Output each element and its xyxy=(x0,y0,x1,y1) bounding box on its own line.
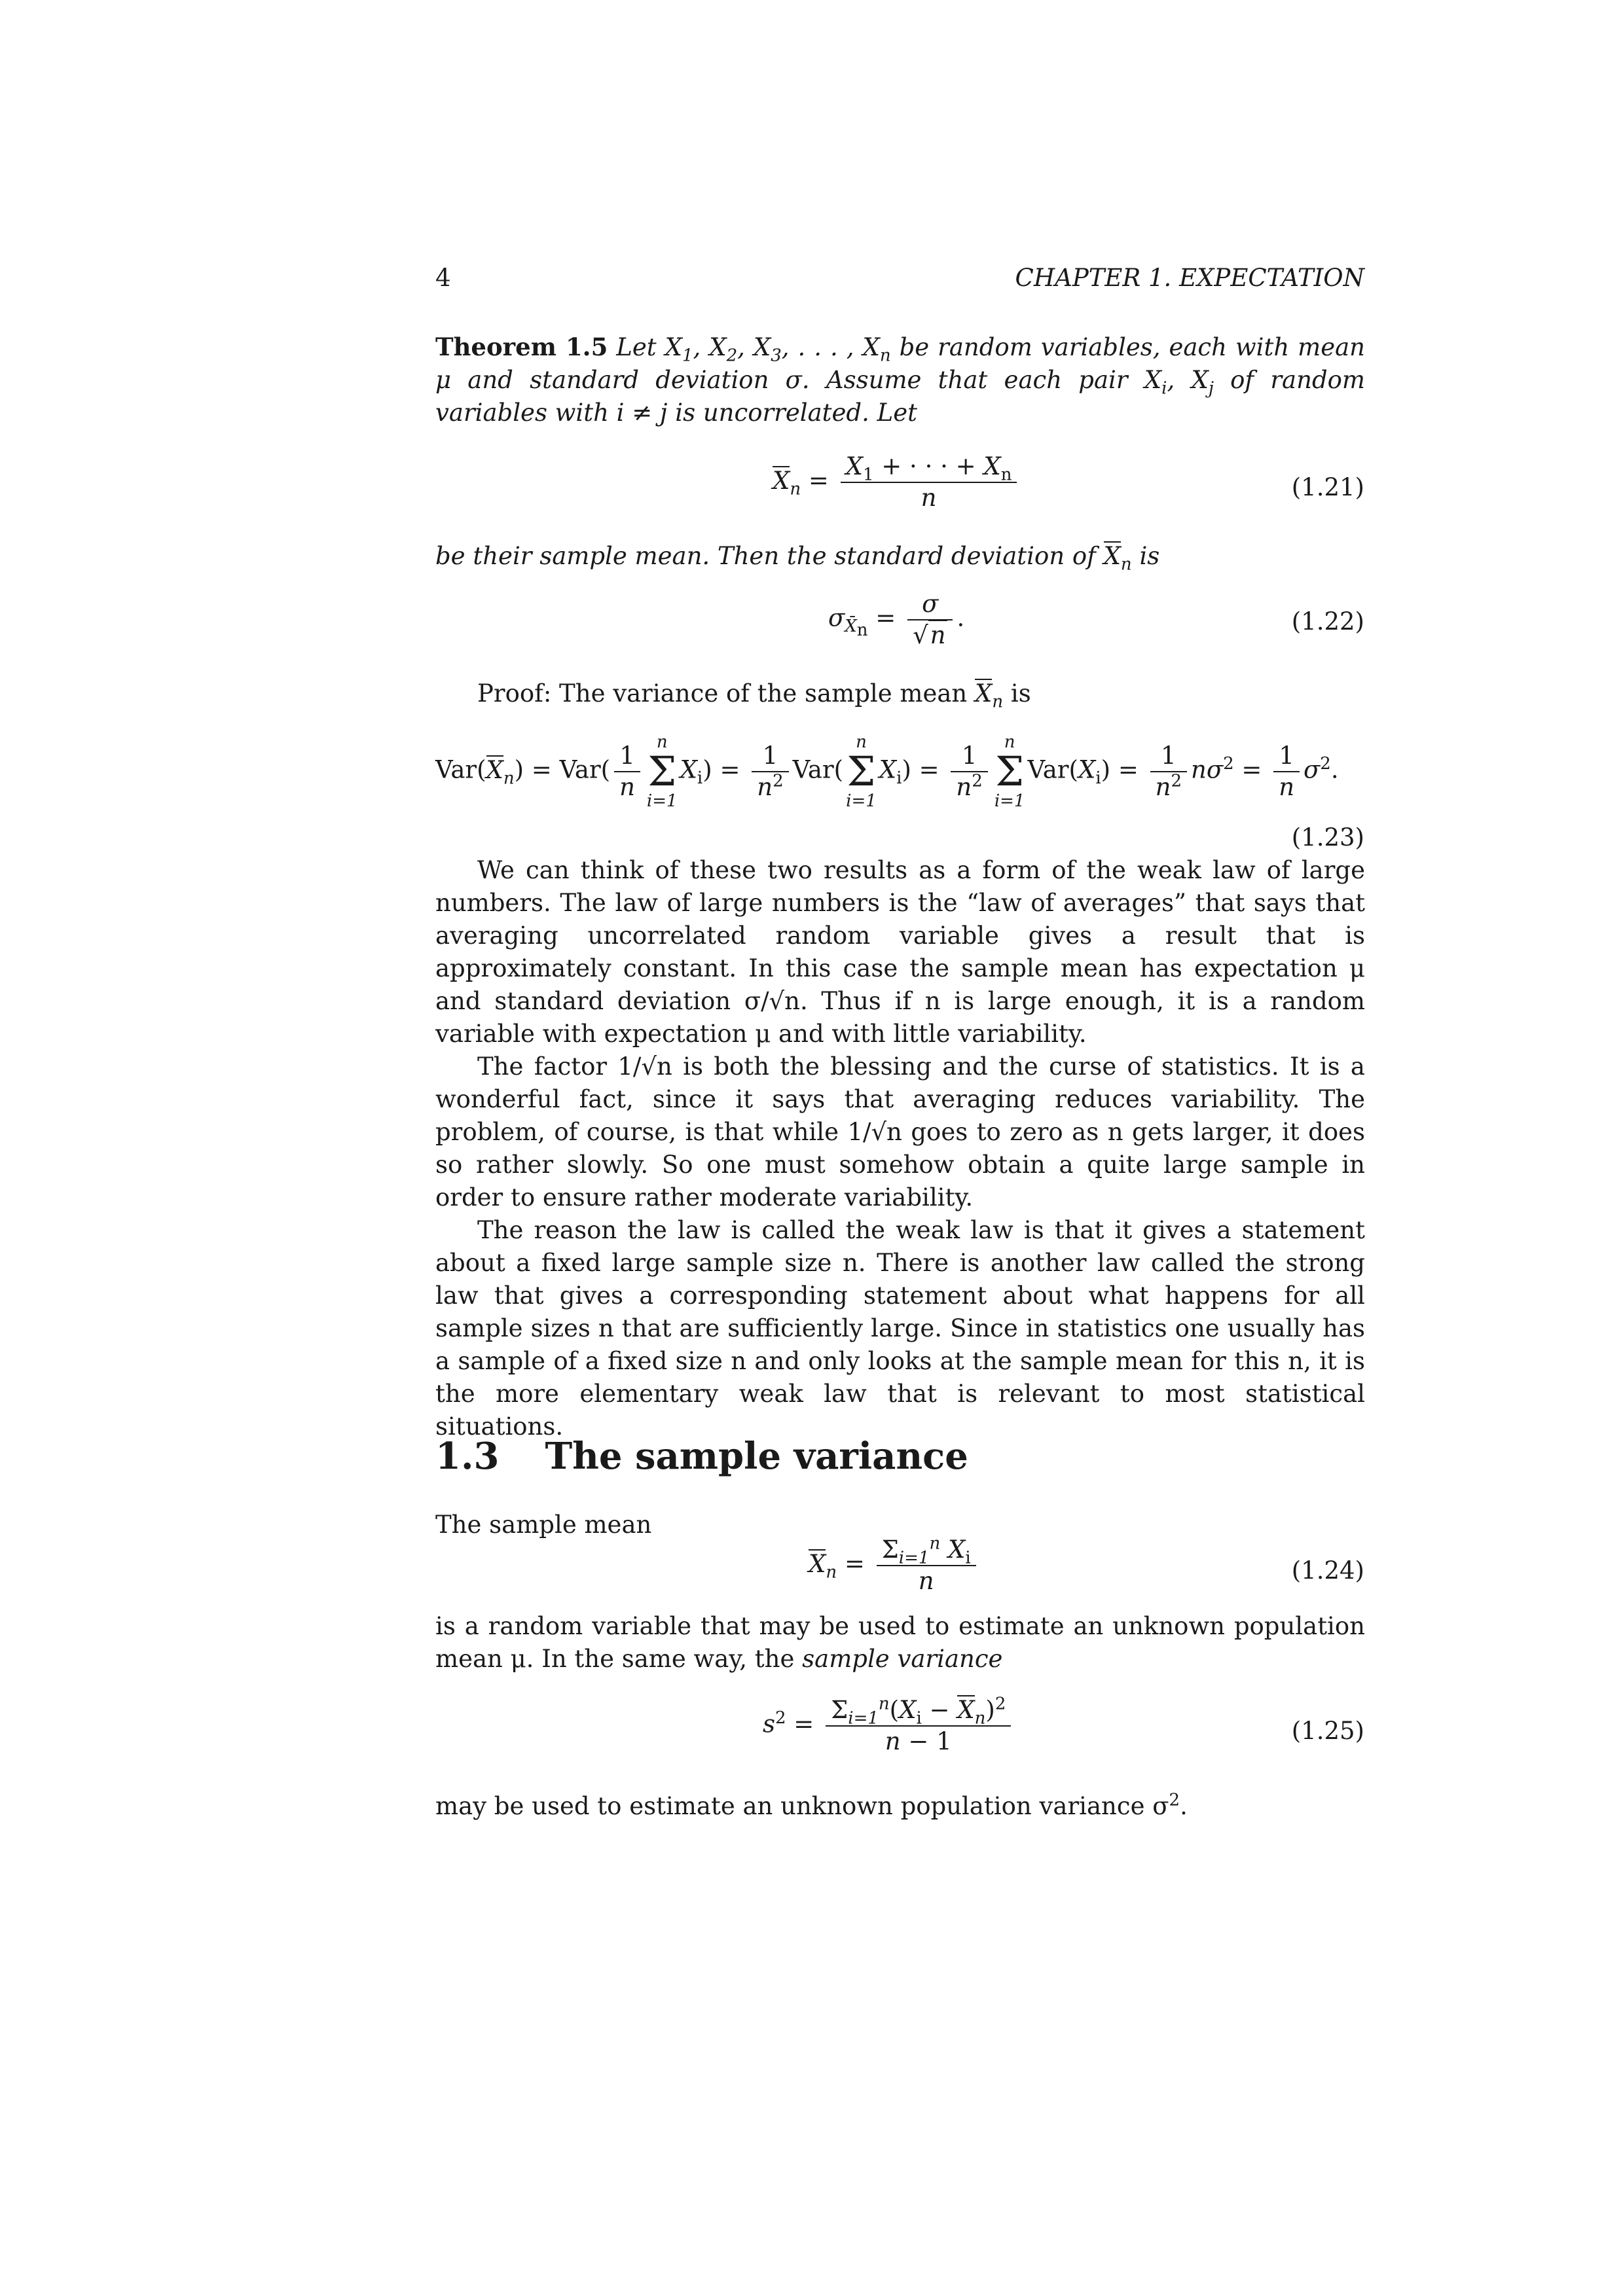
equation-number-1-24: (1.24) xyxy=(1291,1556,1364,1585)
sample-mean-intro: The sample mean xyxy=(435,1511,652,1539)
sample-variance-term: sample variance xyxy=(802,1645,1003,1673)
sample-variance-text: is a random variable that may be used to estimate an unknown population mean μ. In the same way, the sample variance xyxy=(435,1612,1365,1673)
equation-1-22: $\sigma_{X̄_n}$ = $\frac{\sigma}{√n}$ . xyxy=(828,590,965,649)
page-number: 4 xyxy=(435,264,451,292)
equation-number-1-25: (1.25) xyxy=(1291,1717,1364,1745)
equation-1-23: $Var(X_n) = Var$( $\frac{1}{n}$ n Σ i=1 $X_i$) = $\frac{1}{n^2}$ Var( n Σ i=1 $X_i$) = $\frac{1}{n^2}$ n Σ i=1 $Var(X_i)$ = $\frac{1}{n^2}$ $n\sigma^2$ = $\frac{1}{n}$ $\sigma^2$. xyxy=(435,732,1339,811)
theorem-continuation: be their sample mean. Then the standard deviation of $X_n$ is xyxy=(435,542,1160,575)
theorem-text-1: Let X xyxy=(616,333,682,361)
equation-number-1-21: (1.21) xyxy=(1291,473,1364,501)
theorem-statement: Theorem 1.5 Let $X_1$, $X_2$, $X_3$, . . . , $X_n$ be random variables, each with mean μ and standard deviation σ. Assume that each pair $X_i$, $X_j$ of random variables with i ≠ j is uncorrelated. Let xyxy=(435,332,1365,427)
equation-1-24: $X_n$ = $\frac{\Sigma_{i=1}^n X_i}{n}$ xyxy=(809,1535,980,1596)
theorem-label: Theorem 1.5 xyxy=(435,332,608,361)
theorem-after-eq: be their sample mean. Then the standard deviation of xyxy=(435,542,1096,570)
paragraph-strong-law: The reason the law is called the weak law is that it gives a statement about a fixed large sample size n. There is another law called the strong law that gives a corresponding statement about what happens for all sample sizes n that are sufficiently large. Since in statistics one usually has a sample of a fixed size n and only looks at the sample mean for this n, it is the more elementary weak law that is relevant to most statistical situations. xyxy=(435,1216,1365,1441)
equation-number-1-22: (1.22) xyxy=(1291,607,1364,636)
proof-lead: Proof: The variance of the sample mean $X_n$ is xyxy=(477,679,1031,712)
equation-1-21: $X_n$ = $\frac{X_1 + \cdot \cdot \cdot + X_n}{n}$ xyxy=(773,452,1021,513)
running-title: CHAPTER 1. EXPECTATION xyxy=(1015,264,1364,292)
paragraph-weak-law: We can think of these two results as a form of the weak law of large numbers. The law of large numbers is the “law of averages” that says that averaging uncorrelated random variable gives a result that is approximately constant. In this case the sample mean has expectation μ and standard deviation σ/√n. Thus if n is large enough, it is a random variable with expectation μ and with little variability. xyxy=(435,856,1365,1048)
section-title: The sample variance xyxy=(545,1435,968,1478)
equation-number-1-23: (1.23) xyxy=(1291,823,1364,852)
theorem-after-eq-end: is xyxy=(1139,542,1160,570)
section-number: 1.3 xyxy=(435,1435,500,1478)
equation-1-25: $s^2$ = $\frac{\Sigma_{i=1}^n(X_i - X_n)^2}{n - 1}$ xyxy=(763,1695,1015,1757)
theorem-text-3: of random variables with i ≠ j is uncorrelated. Let xyxy=(435,366,1365,427)
section-heading xyxy=(435,1433,968,1479)
closing-sentence: may be used to estimate an unknown population variance $\sigma^2$. xyxy=(435,1790,1188,1820)
paragraph-factor: The factor 1/√n is both the blessing and the curse of statistics. It is a wonderful fact, since it says that averaging reduces variability. The problem, of course, is that while 1/√n goes to zero as n gets larger, it does so rather slowly. So one must somehow obtain a quite large sample in order to ensure rather moderate variability. xyxy=(435,1052,1365,1211)
theorem-text-2: be random variables, each with mean μ and standard deviation σ. Assume that each pair X xyxy=(435,333,1365,394)
